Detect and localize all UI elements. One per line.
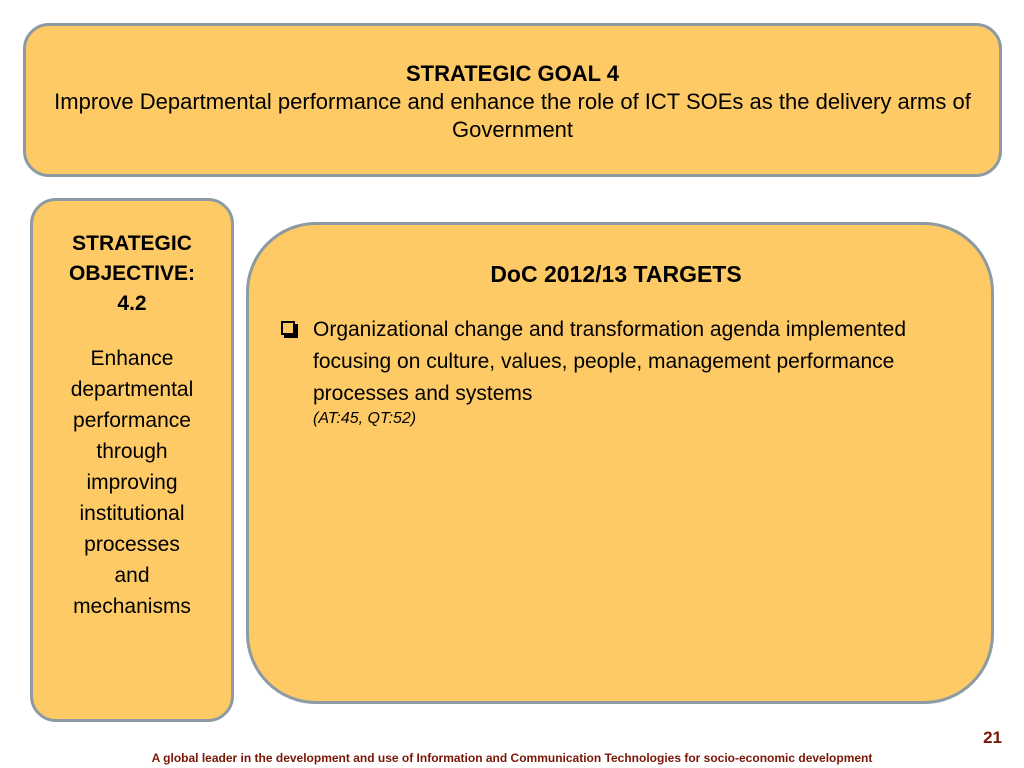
checkbox-bullet-icon bbox=[281, 321, 295, 335]
target-item-text: Organizational change and transformation agenda implemented focusing on culture, values, people, management performance processes and systems bbox=[313, 318, 907, 405]
strategic-goal-heading: STRATEGIC GOAL 4 bbox=[405, 61, 620, 86]
strategic-objective-description: Enhance departmental performance through improving institutional processes and mechanisms bbox=[70, 347, 194, 618]
footer-tagline: A global leader in the development and use of Information and Communication Technologies for socio-economic development bbox=[151, 751, 873, 765]
targets-heading: DoC 2012/13 TARGETS bbox=[490, 261, 742, 287]
target-item bbox=[281, 314, 951, 428]
targets-panel bbox=[246, 222, 994, 704]
page-number: 21 bbox=[983, 728, 1002, 747]
strategic-goal-description: Improve Departmental performance and enhance the role of ICT SOEs as the delivery arms of Government bbox=[54, 89, 971, 142]
strategic-goal-panel bbox=[23, 23, 1002, 177]
target-item-text-block bbox=[313, 314, 951, 428]
target-item-note: (AT:45, QT:52) bbox=[313, 410, 417, 427]
strategic-objective-heading: STRATEGIC OBJECTIVE: 4.2 bbox=[68, 232, 196, 315]
strategic-objective-panel bbox=[30, 198, 234, 722]
